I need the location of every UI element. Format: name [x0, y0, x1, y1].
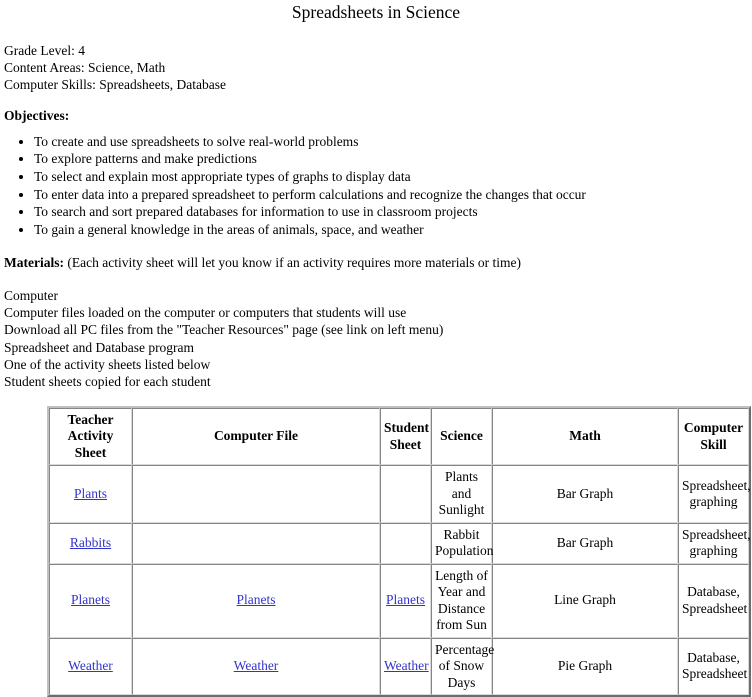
link-teacher-sheet-plants[interactable]: Plants [73, 485, 107, 501]
list-item: • To enter data into a prepared spreadsheet to perform calculations and recognize the changes that occur [34, 186, 750, 204]
header-line: Skill [700, 436, 727, 452]
table-row [49, 465, 749, 522]
cell-computer-skill: Database, Spreadsheet [678, 638, 749, 695]
cell-computer-file [132, 465, 380, 522]
cell-science: Plants and Sunlight [431, 465, 492, 522]
cell-student-sheet [380, 638, 431, 695]
cell-computer-file [132, 638, 380, 695]
cell-teacher-activity-sheet [49, 638, 132, 695]
column-header-teacher-activity-sheet [49, 408, 132, 465]
cell-science: Rabbit Population [431, 523, 492, 564]
link-teacher-sheet-planets[interactable]: Planets [71, 592, 110, 608]
column-header-computer-skill [678, 408, 749, 465]
cell-math: Bar Graph [492, 465, 678, 522]
objectives-list [2, 133, 750, 238]
header-line: Computer [683, 420, 744, 436]
materials-item: Computer [4, 288, 58, 304]
cell-teacher-activity-sheet [49, 523, 132, 564]
cell-computer-file [132, 523, 380, 564]
materials-intro [4, 254, 750, 271]
cell-science: Percentage of Snow Days [431, 638, 492, 695]
cell-computer-skill: Database, Spreadsheet [678, 564, 749, 638]
list-item: • To select and explain most appropriate types of graphs to display data [34, 168, 750, 186]
link-computer-file-weather[interactable]: Weather [233, 658, 279, 674]
header-line: Sheet [389, 436, 422, 452]
column-header-math: Math [492, 408, 678, 465]
cell-teacher-activity-sheet [49, 465, 132, 522]
materials-item: Spreadsheet and Database program [4, 339, 195, 355]
table-row [49, 638, 749, 695]
link-student-sheet-planets[interactable]: Planets [386, 592, 425, 608]
link-computer-file-planets[interactable]: Planets [236, 592, 276, 608]
header-line: Activity Sheet [67, 428, 114, 460]
activity-table-wrapper [2, 406, 750, 697]
document-page [0, 2, 752, 697]
page-title: Spreadsheets in Science [291, 2, 461, 22]
cell-math: Bar Graph [492, 523, 678, 564]
table-header-row [49, 408, 749, 465]
header-line: Student [384, 420, 430, 436]
list-item: • To gain a general knowledge in the areas of animals, space, and weather [34, 221, 750, 239]
column-header-science: Science [431, 408, 492, 465]
materials-item: Download all PC files from the "Teacher Resources" page (see link on left menu) [4, 322, 444, 338]
list-item: • To search and sort prepared databases for information to use in classroom projects [34, 203, 750, 221]
column-header-computer-file: Computer File [132, 408, 380, 465]
table-row [49, 564, 749, 638]
materials-item: Computer files loaded on the computer or computers that students will use [4, 305, 407, 321]
cell-math: Line Graph [492, 564, 678, 638]
materials-note: (Each activity sheet will let you know if an activity requires more materials or time) [63, 255, 521, 271]
activity-table [47, 406, 751, 697]
cell-science: Length of Year and Distance from Sun [431, 564, 492, 638]
cell-computer-skill: Spreadsheet, graphing [678, 523, 749, 564]
cell-student-sheet [380, 564, 431, 638]
link-teacher-sheet-rabbits[interactable]: Rabbits [69, 535, 112, 551]
cell-teacher-activity-sheet [49, 564, 132, 638]
meta-block [2, 42, 750, 93]
cell-math: Pie Graph [492, 638, 678, 695]
materials-label: Materials: [4, 255, 64, 271]
link-teacher-sheet-weather[interactable]: Weather [68, 658, 113, 674]
cell-student-sheet [380, 523, 431, 564]
list-item: • To create and use spreadsheets to solve real-world problems [34, 133, 750, 151]
objectives-heading: Objectives: [4, 107, 70, 123]
materials-item: Student sheets copied for each student [4, 373, 211, 389]
meta-computer-skills: Computer Skills: Spreadsheets, Database [4, 76, 226, 92]
column-header-student-sheet [380, 408, 431, 465]
cell-student-sheet [380, 465, 431, 522]
materials-list [4, 287, 750, 390]
materials-item: One of the activity sheets listed below [4, 356, 211, 372]
cell-computer-skill: Spreadsheet, graphing [678, 465, 749, 522]
meta-content-areas: Content Areas: Science, Math [4, 59, 166, 75]
table-row [49, 523, 749, 564]
header-line: Teacher [67, 412, 114, 427]
cell-computer-file [132, 564, 380, 638]
list-item: • To explore patterns and make predictions [34, 150, 750, 168]
meta-grade-level: Grade Level: 4 [4, 42, 85, 58]
link-student-sheet-weather[interactable]: Weather [384, 658, 429, 674]
